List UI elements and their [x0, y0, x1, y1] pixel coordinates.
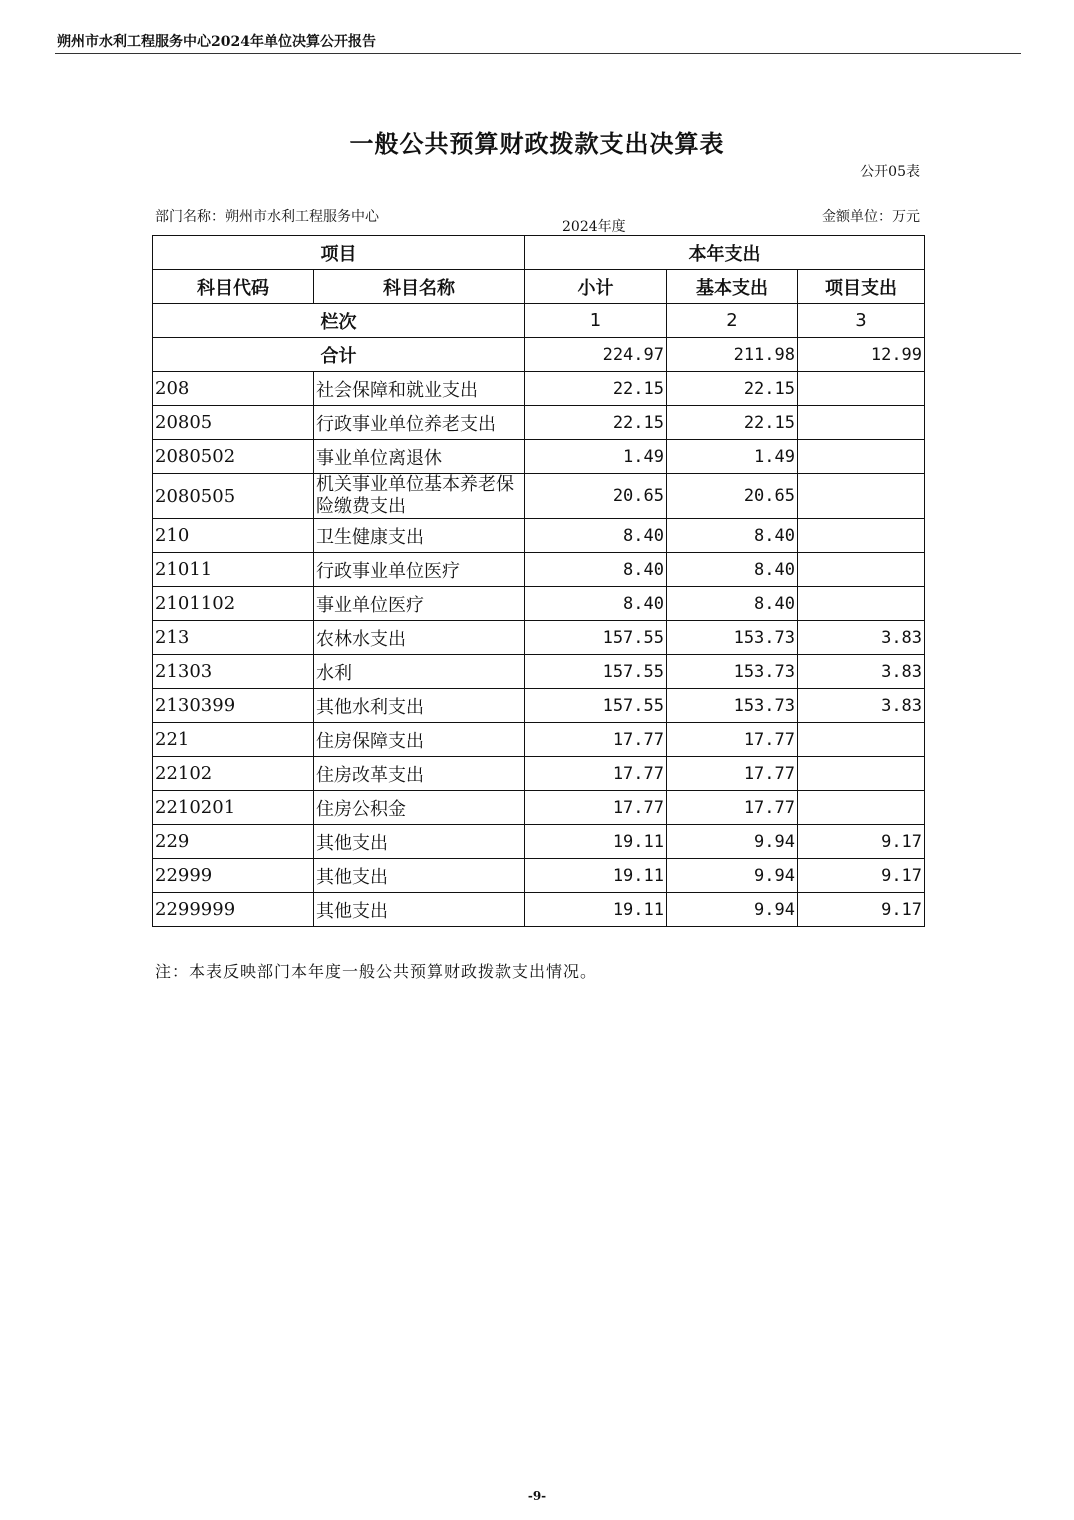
row-basic: 22.15	[667, 406, 798, 440]
row-code: 2101102	[153, 587, 314, 621]
row-project	[798, 757, 925, 791]
row-subtotal: 20.65	[525, 474, 667, 519]
row-code: 2210201	[153, 791, 314, 825]
total-basic: 211.98	[667, 338, 798, 372]
header-row-group	[153, 236, 925, 270]
row-code: 22999	[153, 859, 314, 893]
row-basic: 22.15	[667, 372, 798, 406]
column-index-label: 栏次	[153, 304, 525, 338]
row-basic: 9.94	[667, 825, 798, 859]
row-name: 住房保障支出	[314, 723, 525, 757]
row-basic: 8.40	[667, 519, 798, 553]
row-basic: 153.73	[667, 621, 798, 655]
page-number: -9-	[527, 1489, 547, 1503]
row-project	[798, 372, 925, 406]
table-row	[153, 723, 925, 757]
table-row	[153, 757, 925, 791]
row-name: 住房公积金	[314, 791, 525, 825]
table-row	[153, 519, 925, 553]
total-project: 12.99	[798, 338, 925, 372]
report-header: 朔州市水利工程服务中心2024年单位决算公开报告	[57, 34, 376, 50]
row-subtotal: 8.40	[525, 519, 667, 553]
header-row-columns	[153, 270, 925, 304]
row-name: 行政事业单位养老支出	[314, 406, 525, 440]
row-project	[798, 474, 925, 519]
total-label: 合计	[153, 338, 525, 372]
department-label: 部门名称：朔州市水利工程服务中心	[155, 209, 379, 225]
table-row	[153, 474, 925, 519]
row-subtotal: 8.40	[525, 553, 667, 587]
table-row	[153, 655, 925, 689]
row-code: 2080502	[153, 440, 314, 474]
table-row	[153, 621, 925, 655]
row-name: 其他支出	[314, 825, 525, 859]
row-code: 2299999	[153, 893, 314, 927]
table-row	[153, 553, 925, 587]
row-code: 21303	[153, 655, 314, 689]
header-project-group: 项目	[153, 236, 525, 270]
row-name: 机关事业单位基本养老保险缴费支出	[314, 474, 525, 519]
row-project	[798, 791, 925, 825]
table-row	[153, 440, 925, 474]
header-subtotal: 小计	[525, 270, 667, 304]
amount-unit: 金额单位：万元	[822, 209, 920, 225]
table-row	[153, 893, 925, 927]
table-row	[153, 372, 925, 406]
row-name: 社会保障和就业支出	[314, 372, 525, 406]
row-subtotal: 22.15	[525, 372, 667, 406]
row-basic: 153.73	[667, 655, 798, 689]
column-index-3: 3	[798, 304, 925, 338]
row-subtotal: 8.40	[525, 587, 667, 621]
header-basic: 基本支出	[667, 270, 798, 304]
row-basic: 8.40	[667, 553, 798, 587]
table-note: 注：本表反映部门本年度一般公共预算财政拨款支出情况。	[155, 962, 598, 981]
row-project: 3.83	[798, 621, 925, 655]
header-divider	[55, 53, 1021, 54]
row-subtotal: 17.77	[525, 791, 667, 825]
column-index-2: 2	[667, 304, 798, 338]
row-project	[798, 587, 925, 621]
row-name: 卫生健康支出	[314, 519, 525, 553]
row-code: 221	[153, 723, 314, 757]
row-project: 9.17	[798, 859, 925, 893]
fiscal-year: 2024年度	[562, 219, 626, 235]
row-subtotal: 1.49	[525, 440, 667, 474]
row-subtotal: 19.11	[525, 893, 667, 927]
row-code: 2080505	[153, 474, 314, 519]
total-subtotal: 224.97	[525, 338, 667, 372]
row-name: 农林水支出	[314, 621, 525, 655]
row-code: 21011	[153, 553, 314, 587]
row-code: 2130399	[153, 689, 314, 723]
row-code: 210	[153, 519, 314, 553]
table-row	[153, 406, 925, 440]
row-subtotal: 19.11	[525, 825, 667, 859]
row-name: 其他支出	[314, 859, 525, 893]
expense-table	[152, 235, 925, 927]
column-index-1: 1	[525, 304, 667, 338]
row-project: 3.83	[798, 689, 925, 723]
row-name: 行政事业单位医疗	[314, 553, 525, 587]
row-basic: 9.94	[667, 893, 798, 927]
row-project	[798, 723, 925, 757]
row-basic: 17.77	[667, 723, 798, 757]
table-row	[153, 791, 925, 825]
column-index-row	[153, 304, 925, 338]
page-title: 一般公共预算财政拨款支出决算表	[349, 130, 725, 158]
table-row	[153, 859, 925, 893]
row-code: 229	[153, 825, 314, 859]
row-name: 其他水利支出	[314, 689, 525, 723]
row-code: 208	[153, 372, 314, 406]
row-code: 20805	[153, 406, 314, 440]
row-project: 3.83	[798, 655, 925, 689]
row-subtotal: 22.15	[525, 406, 667, 440]
row-basic: 1.49	[667, 440, 798, 474]
header-project: 项目支出	[798, 270, 925, 304]
row-code: 22102	[153, 757, 314, 791]
row-project: 9.17	[798, 893, 925, 927]
row-basic: 20.65	[667, 474, 798, 519]
row-name: 其他支出	[314, 893, 525, 927]
row-project: 9.17	[798, 825, 925, 859]
row-basic: 153.73	[667, 689, 798, 723]
table-row	[153, 587, 925, 621]
row-basic: 17.77	[667, 757, 798, 791]
row-basic: 9.94	[667, 859, 798, 893]
row-subtotal: 17.77	[525, 723, 667, 757]
row-name: 住房改革支出	[314, 757, 525, 791]
table-code: 公开05表	[860, 164, 920, 180]
total-row	[153, 338, 925, 372]
row-project	[798, 406, 925, 440]
header-name: 科目名称	[314, 270, 525, 304]
row-project	[798, 519, 925, 553]
row-subtotal: 17.77	[525, 757, 667, 791]
row-project	[798, 440, 925, 474]
table-row	[153, 825, 925, 859]
row-subtotal: 157.55	[525, 655, 667, 689]
header-code: 科目代码	[153, 270, 314, 304]
table-row	[153, 689, 925, 723]
row-name: 事业单位医疗	[314, 587, 525, 621]
row-subtotal: 157.55	[525, 689, 667, 723]
row-name: 事业单位离退休	[314, 440, 525, 474]
row-subtotal: 19.11	[525, 859, 667, 893]
row-subtotal: 157.55	[525, 621, 667, 655]
row-code: 213	[153, 621, 314, 655]
row-project	[798, 553, 925, 587]
row-name: 水利	[314, 655, 525, 689]
header-expense-group: 本年支出	[525, 236, 925, 270]
row-basic: 8.40	[667, 587, 798, 621]
row-basic: 17.77	[667, 791, 798, 825]
